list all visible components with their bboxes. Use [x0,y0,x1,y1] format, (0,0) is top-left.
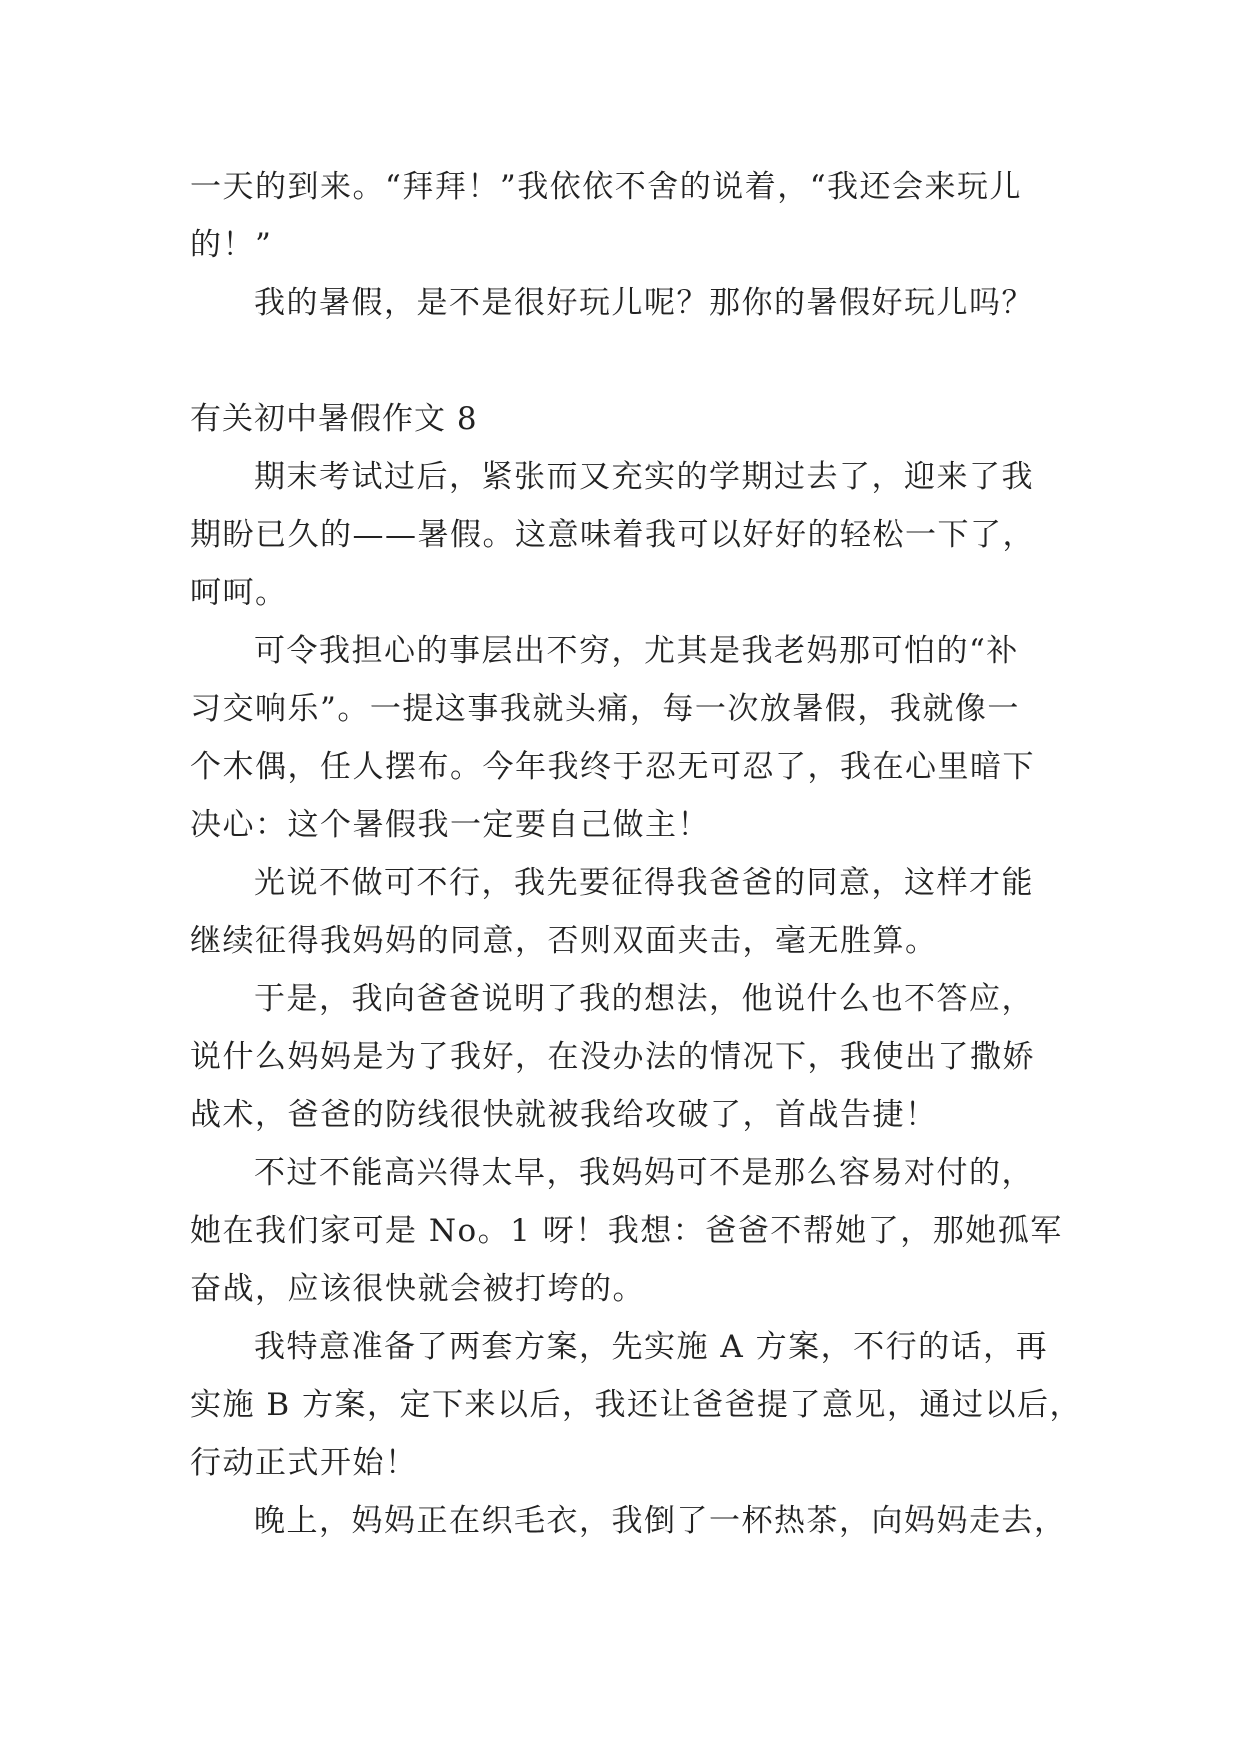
paragraph-line: 可令我担心的事层出不穷，尤其是我老妈那可怕的“补 [254,633,1019,669]
paragraph-line: 个木偶，任人摆布。今年我终于忍无可忍了，我在心里暗下 [190,749,1035,785]
paragraph-line: 她在我们家可是 No。1 呀！我想：爸爸不帮她了，那她孤军 [190,1213,1063,1249]
paragraph-line: 于是，我向爸爸说明了我的想法，他说什么也不答应， [254,981,1034,1017]
paragraph-line: 实施 B 方案，定下来以后，我还让爸爸提了意见，通过以后， [190,1387,1082,1423]
blank-line [190,332,1060,390]
paragraph-line: 决心：这个暑假我一定要自己做主！ [190,807,710,843]
paragraph-line: 继续征得我妈妈的同意，否则双面夹击，毫无胜算。 [190,923,938,959]
essay-title: 有关初中暑假作文 8 [190,401,478,437]
paragraph-line: 期末考试过后，紧张而又充实的学期过去了，迎来了我 [254,459,1034,495]
paragraph-line: 战术，爸爸的防线很快就被我给攻破了，首战告捷！ [190,1097,938,1133]
paragraph-line: 期盼已久的——暑假。这意味着我可以好好的轻松一下了， [190,517,1035,553]
paragraph-line: 的！” [190,227,273,263]
paragraph-line: 行动正式开始！ [190,1445,418,1481]
paragraph-line: 晚上，妈妈正在织毛衣，我倒了一杯热茶，向妈妈走去， [254,1503,1067,1539]
paragraph-line: 呵呵。 [190,575,288,611]
paragraph-line: 我特意准备了两套方案，先实施 A 方案，不行的话，再 [254,1329,1049,1365]
paragraph-line: 说什么妈妈是为了我好，在没办法的情况下，我使出了撒娇 [190,1039,1035,1075]
essay-body [190,158,1082,1550]
paragraph-line: 奋战，应该很快就会被打垮的。 [190,1271,645,1307]
paragraph-line: 习交响乐”。一提这事我就头痛，每一次放暑假，我就像一 [190,691,1020,727]
paragraph-line: 我的暑假，是不是很好玩儿呢？那你的暑假好玩儿吗？ [254,285,1034,321]
paragraph-line: 光说不做可不行，我先要征得我爸爸的同意，这样才能 [254,865,1034,901]
paragraph-line: 不过不能高兴得太早，我妈妈可不是那么容易对付的， [254,1155,1034,1191]
paragraph-line: 一天的到来。“拜拜！”我依依不舍的说着，“我还会来玩儿 [190,169,1023,205]
